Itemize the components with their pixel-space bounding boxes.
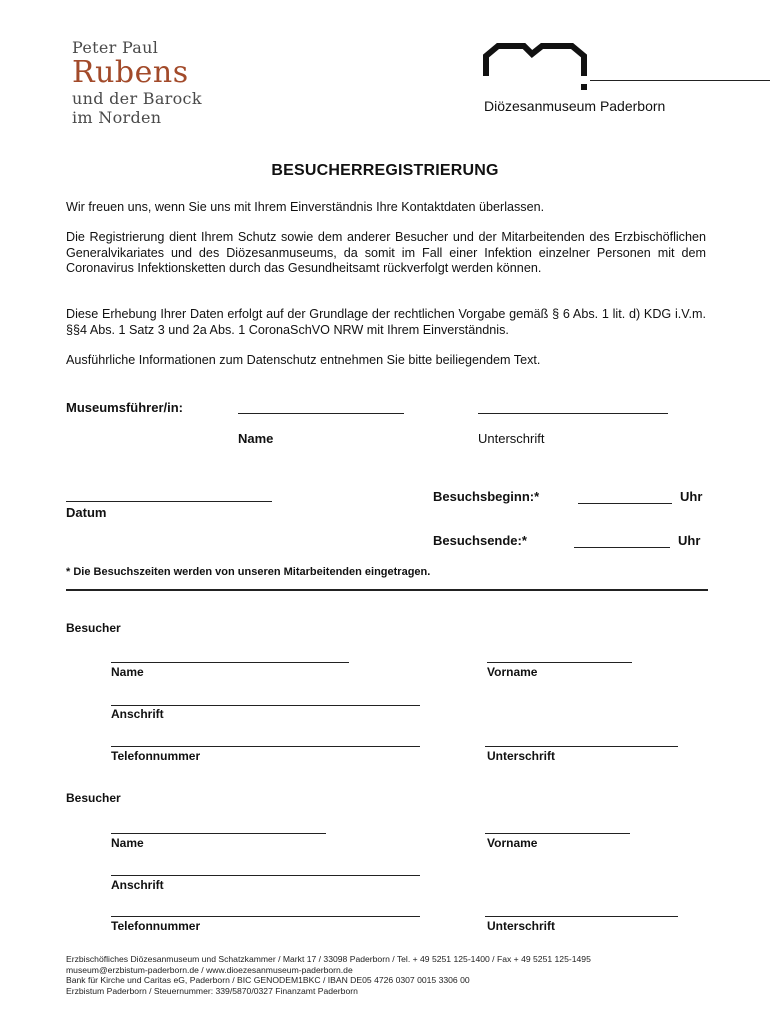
visit-start-label: Besuchsbeginn:* — [433, 489, 540, 504]
visitor-2-name-field[interactable] — [111, 833, 326, 834]
logo-line-2: Rubens — [72, 55, 189, 90]
page-title: BESUCHERREGISTRIERUNG — [271, 162, 499, 179]
visitor-1-phone-label: Telefonnummer — [111, 749, 201, 763]
intro-paragraph: Wir freuen uns, wenn Sie uns mit Ihrem Einverständnis Ihre Kontaktdaten überlassen. — [66, 200, 545, 214]
logo-line-4: im Norden — [72, 108, 162, 127]
date-field[interactable] — [66, 501, 272, 502]
visit-times-note: * Die Besuchszeiten werden von unseren Mitarbeitenden eingetragen. — [66, 566, 431, 578]
visitor-1-first-name-label: Vorname — [487, 665, 538, 679]
footer — [66, 954, 746, 996]
purpose-paragraph: Die Registrierung dient Ihrem Schutz sowie dem anderer Besucher und der Mitarbeitenden des Erzbischöflichen Generalvikariates und des Diözesanmuseums, da somit im Fall einer Infektion einzelner Personen mit dem Coronavirus Infektionsketten durch das Gesundheitsamt rückverfolgt werden können. — [66, 230, 706, 275]
visit-start-unit: Uhr — [680, 489, 703, 504]
visit-end-field[interactable] — [574, 547, 670, 548]
date-label: Datum — [66, 505, 107, 520]
visit-start-field[interactable] — [578, 503, 672, 504]
museum-emblem-icon — [480, 40, 590, 95]
section-divider — [66, 589, 708, 591]
logo-line-1: Peter Paul — [72, 38, 159, 57]
guide-signature-field[interactable] — [478, 413, 668, 414]
legal-paragraph: Diese Erhebung Ihrer Daten erfolgt auf der Grundlage der rechtlichen Vorgabe gemäß § 6 Abs. 1 lit. d) KDG i.V.m. §§4 Abs. 1 Satz 3 und 2a Abs. 1 CoronaSchVO NRW mit Ihrem Einverständnis. — [66, 307, 706, 337]
museum-name: Diözesanmuseum Paderborn — [484, 98, 666, 114]
visitor-1-phone-field[interactable] — [111, 746, 420, 747]
guide-name-label: Name — [238, 431, 274, 446]
visit-end-unit: Uhr — [678, 533, 701, 548]
visitor-2-first-name-field[interactable] — [485, 833, 630, 834]
visitor-1-signature-field[interactable] — [485, 746, 678, 747]
header-rule — [590, 80, 770, 81]
visitor-1-address-label: Anschrift — [111, 707, 164, 721]
visitor-1-address-field[interactable] — [111, 705, 420, 706]
visitor-2-name-label: Name — [111, 836, 144, 850]
visitor-1-first-name-field[interactable] — [487, 662, 632, 663]
visitor-2-address-field[interactable] — [111, 875, 420, 876]
visitor-2-signature-label: Unterschrift — [487, 919, 556, 933]
visitor-2-first-name-label: Vorname — [487, 836, 538, 850]
visitor-2-signature-field[interactable] — [485, 916, 678, 917]
logo-line-3: und der Barock — [72, 89, 202, 108]
visitor-2-address-label: Anschrift — [111, 878, 164, 892]
exhibition-logo — [72, 38, 202, 127]
guide-label: Museumsführer/in: — [66, 400, 184, 415]
visitor-1-heading: Besucher — [66, 621, 121, 635]
visitor-1-name-field[interactable] — [111, 662, 349, 663]
visitor-2-heading: Besucher — [66, 791, 121, 805]
guide-signature-label: Unterschrift — [478, 431, 545, 446]
visitor-1-signature-label: Unterschrift — [487, 749, 556, 763]
visitor-2-phone-label: Telefonnummer — [111, 919, 201, 933]
privacy-paragraph: Ausführliche Informationen zum Datenschutz entnehmen Sie bitte beiliegendem Text. — [66, 353, 541, 367]
footer-contact: museum@erzbistum-paderborn.de / www.dioezesanmuseum-paderborn.de — [66, 964, 353, 975]
visitor-2-phone-field[interactable] — [111, 916, 420, 917]
footer-address: Erzbischöfliches Diözesanmuseum und Schatzkammer / Markt 17 / 33098 Paderborn / Tel. + 49 5251 125-1400 / Fax + 49 5251 125-1495 — [66, 954, 591, 964]
footer-tax: Erzbistum Paderborn / Steuernummer: 339/5870/0327 Finanzamt Paderborn — [66, 985, 358, 996]
visit-end-label: Besuchsende:* — [433, 533, 527, 548]
visitor-1-name-label: Name — [111, 665, 144, 679]
footer-bank: Bank für Kirche und Caritas eG, Paderborn / BIC GENODEM1BKC / IBAN DE05 4726 0307 0015 3306 00 — [66, 975, 470, 985]
guide-name-field[interactable] — [238, 413, 404, 414]
